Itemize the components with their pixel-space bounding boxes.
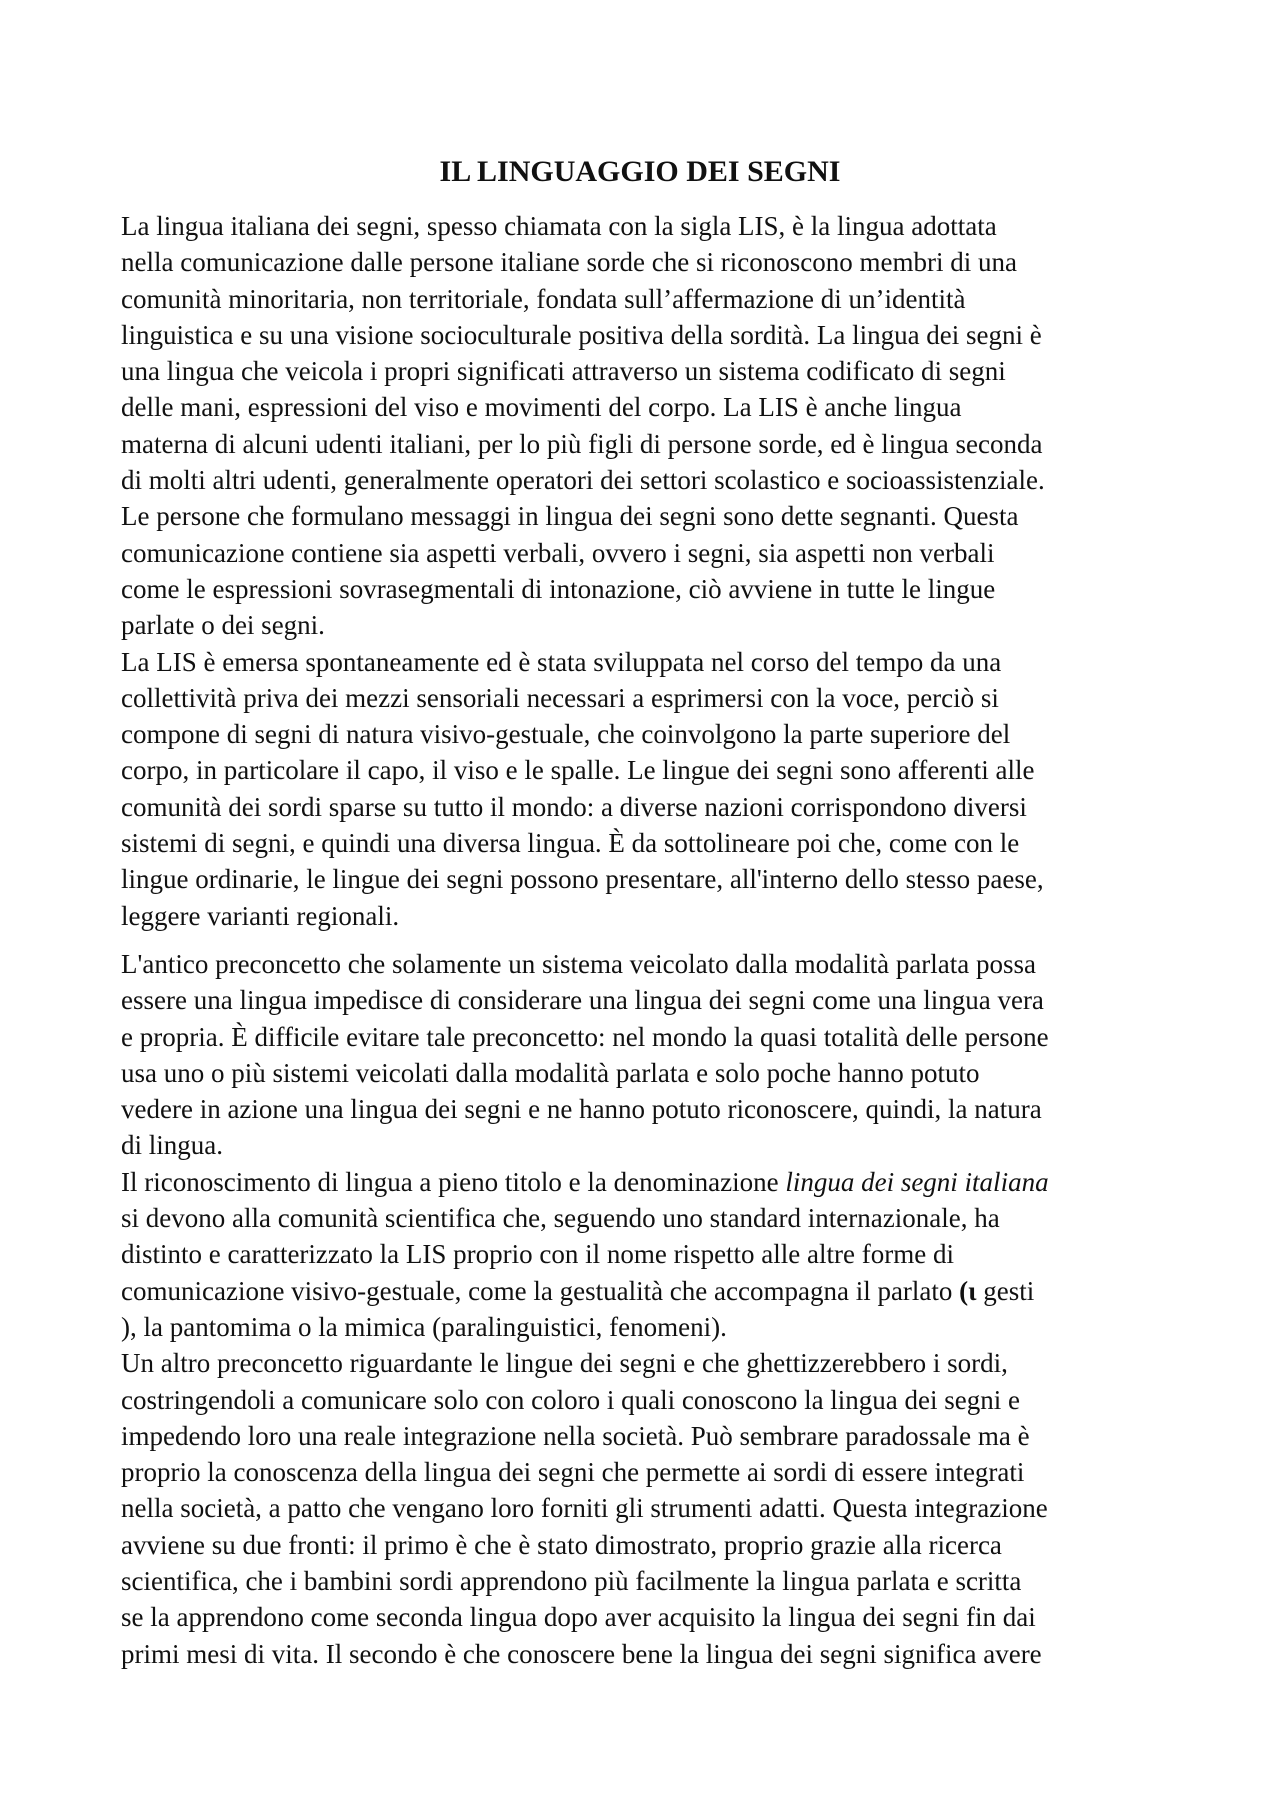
text-line: comunità minoritaria, non territoriale, fondata sull’affermazione di un’identità: [121, 283, 966, 314]
text-line: usa uno o più sistemi veicolati dalla modalità parlata e solo poche hanno potuto: [121, 1057, 980, 1088]
text-line: costringendoli a comunicare solo con coloro i quali conoscono la lingua dei segni e: [121, 1384, 1021, 1415]
text-line: una lingua che veicola i propri significati attraverso un sistema codificato di segni: [121, 356, 1006, 387]
text-line: nella comunicazione dalle persone italiane sorde che si riconoscono membri di una: [121, 247, 1017, 278]
document-body: [121, 208, 1171, 1672]
text-line: se la apprendono come seconda lingua dopo aver acquisito la lingua dei segni fin dai: [121, 1602, 1036, 1633]
text-line: essere una lingua impedisce di considerare una lingua dei segni come una lingua vera: [121, 985, 1044, 1016]
text-line: si devono alla comunità scientifica che, seguendo uno standard internazionale, ha: [121, 1203, 1000, 1234]
text-run: Il riconoscimento di lingua a pieno titolo e la denominazione: [121, 1166, 786, 1197]
text-line: lingue ordinarie, le lingue dei segni possono presentare, all'interno dello stesso paese,: [121, 864, 1044, 895]
text-run: gesti: [976, 1275, 1035, 1306]
text-line: materna di alcuni udenti italiani, per lo più figli di persone sorde, ed è lingua seconda: [121, 428, 1043, 459]
text-line: Le persone che formulano messaggi in lingua dei segni sono dette segnanti. Questa: [121, 501, 1019, 532]
text-line: comunità dei sordi sparse su tutto il mondo: a diverse nazioni corrispondono diversi: [121, 791, 1027, 822]
text-line: di molti altri udenti, generalmente operatori dei settori scolastico e socioassistenziale.: [121, 465, 1045, 496]
text-line: di lingua.: [121, 1130, 223, 1161]
text-line: La lingua italiana dei segni, spesso chiamata con la sigla LIS, è la lingua adottata: [121, 211, 997, 241]
text-run: comunicazione visivo-gestuale, come la gestualità che accompagna il parlato: [121, 1275, 960, 1306]
paragraph-preconception: [121, 946, 1171, 1164]
text-line: compone di segni di natura visivo-gestuale, che coinvolgono la parte superiore del: [121, 719, 1011, 750]
text-line: delle mani, espressioni del viso e movimenti del corpo. La LIS è anche lingua: [121, 392, 962, 423]
text-line: primi mesi di vita. Il secondo è che conoscere bene la lingua dei segni significa avere: [121, 1638, 1042, 1669]
text-line: impedendo loro una reale integrazione nella società. Può sembrare paradossale ma è: [121, 1420, 1030, 1451]
paragraph-recognition: [121, 1164, 1171, 1345]
text-line: parlate o dei segni.: [121, 610, 325, 641]
text-line: linguistica e su una visione socioculturale positiva della sordità. La lingua dei segni è: [121, 319, 1042, 350]
text-line: scientifica, che i bambini sordi apprendono più facilmente la lingua parlata e scritta: [121, 1565, 1022, 1596]
text-line: vedere in azione una lingua dei segni e ne hanno potuto riconoscere, quindi, la natura: [121, 1094, 1042, 1125]
text-line: e propria. È difficile evitare tale preconcetto: nel mondo la quasi totalità delle persone: [121, 1021, 1049, 1052]
text-line: proprio la conoscenza della lingua dei segni che permette ai sordi di essere integrati: [121, 1457, 1025, 1488]
text-line: distinto e caratterizzato la LIS proprio con il nome rispetto alle altre forme di: [121, 1239, 954, 1270]
text-line: sistemi di segni, e quindi una diversa lingua. È da sottolineare poi che, come con le: [121, 828, 1020, 859]
text-line: L'antico preconcetto che solamente un sistema veicolato dalla modalità parlata possa: [121, 948, 1037, 979]
paragraph-integration: [121, 1345, 1171, 1672]
bracket-glyph: (ɩ: [959, 1275, 977, 1306]
paragraph-lis-origins: [121, 644, 1171, 934]
text-line: come le espressioni sovrasegmentali di intonazione, ciò avviene in tutte le lingue: [121, 573, 996, 604]
text-line: collettività priva dei mezzi sensoriali necessari a esprimersi con la voce, perciò si: [121, 682, 999, 713]
paragraph-spacer: [121, 934, 1171, 946]
italic-term: lingua dei segni italiana: [785, 1166, 1049, 1197]
text-line: [121, 1164, 1171, 1200]
text-line: leggere varianti regionali.: [121, 900, 400, 931]
text-line: ), la pantomima o la mimica (paralinguistici, fenomeni).: [121, 1311, 727, 1342]
text-line: comunicazione contiene sia aspetti verbali, ovvero i segni, sia aspetti non verbali: [121, 537, 995, 568]
text-line: La LIS è emersa spontaneamente ed è stata sviluppata nel corso del tempo da una: [121, 646, 1002, 677]
text-line: Un altro preconcetto riguardante le lingue dei segni e che ghettizzerebbero i sordi,: [121, 1348, 1008, 1379]
text-line: nella società, a patto che vengano loro forniti gli strumenti adatti. Questa integrazione: [121, 1493, 1048, 1524]
text-line: corpo, in particolare il capo, il viso e le spalle. Le lingue dei segni sono afferenti alle: [121, 755, 1035, 786]
text-line: [121, 1273, 1171, 1309]
text-line: avviene su due fronti: il primo è che è stato dimostrato, proprio grazie alla ricerca: [121, 1529, 1002, 1560]
paragraph-lis-definition: [121, 208, 1171, 644]
document-title: IL LINGUAGGIO DEI SEGNI: [439, 155, 841, 188]
